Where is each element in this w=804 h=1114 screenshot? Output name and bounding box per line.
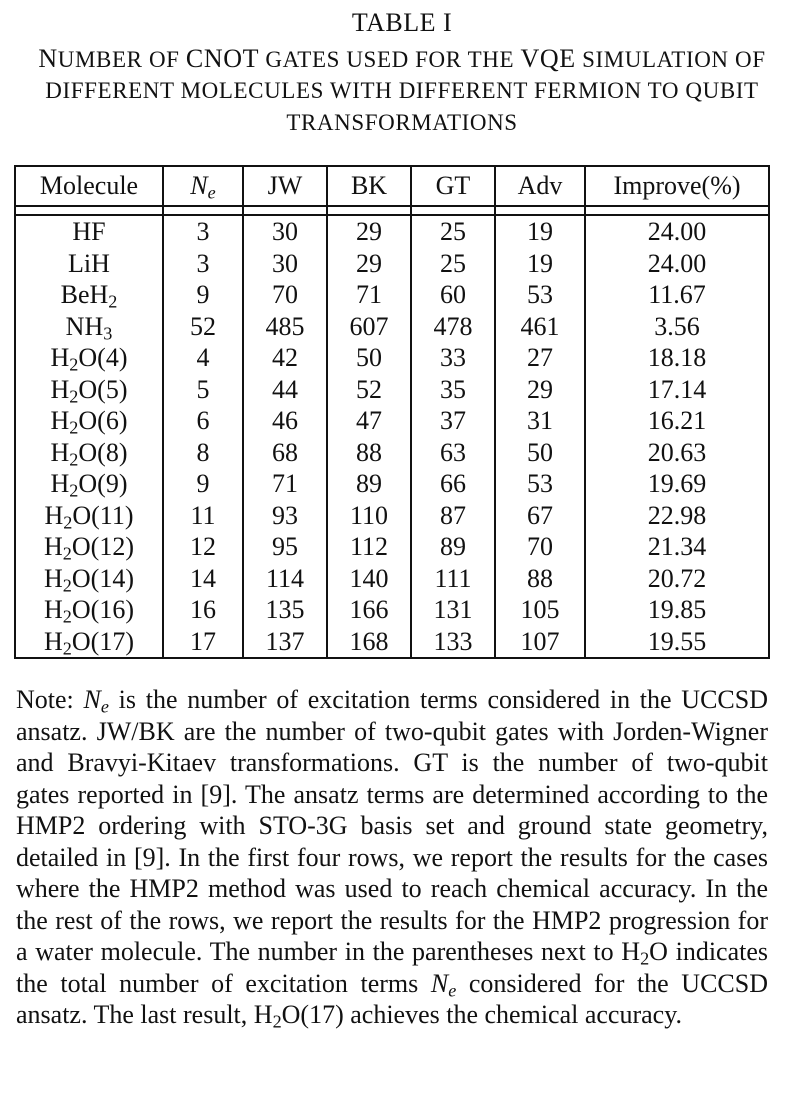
cell-adv: 19	[495, 248, 585, 280]
cell-imp: 11.67	[585, 279, 769, 311]
cell-jw: 93	[243, 500, 327, 532]
cell-jw: 46	[243, 405, 327, 437]
header-row	[15, 166, 769, 206]
cell-adv: 461	[495, 311, 585, 343]
cell-jw: 71	[243, 468, 327, 500]
cell-imp: 21.34	[585, 531, 769, 563]
title-part: CNOT	[185, 44, 260, 73]
table-row	[15, 437, 769, 469]
table-row	[15, 311, 769, 343]
cell-adv: 29	[495, 374, 585, 406]
cell-molecule: BeH$_2$	[15, 279, 163, 311]
cell-bk: 607	[327, 311, 411, 343]
cell-imp: 24.00	[585, 248, 769, 280]
table-label: TABLE I	[351, 8, 453, 37]
cell-molecule: $NH_3$	[15, 311, 163, 343]
cell-molecule: $H_2O(5)$	[15, 374, 163, 406]
cell-imp: 3.56	[585, 311, 769, 343]
header-bk: BK	[327, 166, 411, 206]
title-part: VQE	[520, 44, 576, 73]
cell-ne: 9	[163, 468, 243, 500]
cell-molecule: LiH	[15, 248, 163, 280]
cell-adv: 88	[495, 563, 585, 595]
cell-adv: 53	[495, 468, 585, 500]
cell-imp: 16.21	[585, 405, 769, 437]
cell-bk: 89	[327, 468, 411, 500]
cell-imp: 19.85	[585, 594, 769, 626]
cell-adv: 31	[495, 405, 585, 437]
cell-jw: 30	[243, 248, 327, 280]
cell-imp: 22.98	[585, 500, 769, 532]
table-row	[15, 215, 769, 248]
cell-ne: 52	[163, 311, 243, 343]
table-row	[15, 279, 769, 311]
cell-ne: 4	[163, 342, 243, 374]
cell-molecule: $H_2O(12)$	[15, 531, 163, 563]
cell-gt: 87	[411, 500, 495, 532]
header-improve: Improve(%)	[585, 166, 769, 206]
cell-ne: 17	[163, 626, 243, 659]
cell-jw: 44	[243, 374, 327, 406]
table-row	[15, 626, 769, 659]
cnot-gates-table	[14, 165, 770, 659]
cell-bk: 29	[327, 248, 411, 280]
table-row	[15, 468, 769, 500]
cell-ne: 11	[163, 500, 243, 532]
cell-adv: 107	[495, 626, 585, 659]
cell-gt: 63	[411, 437, 495, 469]
table-row	[15, 374, 769, 406]
cell-bk: 88	[327, 437, 411, 469]
table-row	[15, 405, 769, 437]
cell-jw: 135	[243, 594, 327, 626]
cell-bk: 140	[327, 563, 411, 595]
header-ne: $N_e$	[163, 166, 243, 206]
header-gt: GT	[411, 166, 495, 206]
cell-ne: 9	[163, 279, 243, 311]
table-note: Note: $N_e$ is the number of excitation terms considered in the UCCSD ansatz. JW/BK are the number of two-qubit gates with Jorden-Wigner and Bravyi-Kitaev transformations. GT is the number of two-qubit gates reported in [9]. The ansatz terms are determined according to the HMP2 ordering with STO-3G basis set and ground state geometry, detailed in [9]. In the first four rows, we report the results for the cases where the HMP2 method was used to reach chemical accuracy. In the the rest of the rows, we report the results for the HMP2 progression for a water molecule. The number in the parentheses next to $H_2O$ indicates the total number of excitation terms $N_e$ considered for the UCCSD ansatz. The last result, $H_2O(17)$ achieves the chemical accuracy.	[16, 685, 768, 1032]
cell-adv: 67	[495, 500, 585, 532]
cell-jw: 30	[243, 215, 327, 248]
cell-gt: 133	[411, 626, 495, 659]
cell-gt: 66	[411, 468, 495, 500]
cell-gt: 60	[411, 279, 495, 311]
cell-bk: 168	[327, 626, 411, 659]
cell-adv: 105	[495, 594, 585, 626]
cell-imp: 20.63	[585, 437, 769, 469]
cell-ne: 14	[163, 563, 243, 595]
title-part: UMBER OF	[57, 47, 186, 72]
cell-imp: 19.55	[585, 626, 769, 659]
title-part: GATES USED FOR THE	[259, 47, 521, 72]
cell-ne: 6	[163, 405, 243, 437]
cell-bk: 50	[327, 342, 411, 374]
cell-jw: 68	[243, 437, 327, 469]
cell-adv: 53	[495, 279, 585, 311]
cell-jw: 42	[243, 342, 327, 374]
cell-ne: 5	[163, 374, 243, 406]
cell-adv: 50	[495, 437, 585, 469]
cell-gt: 89	[411, 531, 495, 563]
cell-imp: 18.18	[585, 342, 769, 374]
cell-molecule: $H_2O(17)$	[15, 626, 163, 659]
cell-bk: 166	[327, 594, 411, 626]
cell-gt: 37	[411, 405, 495, 437]
table-row	[15, 531, 769, 563]
cell-imp: 17.14	[585, 374, 769, 406]
cell-gt: 131	[411, 594, 495, 626]
cell-bk: 112	[327, 531, 411, 563]
table-row	[15, 342, 769, 374]
cell-imp: 19.69	[585, 468, 769, 500]
cell-gt: 35	[411, 374, 495, 406]
cell-bk: 47	[327, 405, 411, 437]
table-row	[15, 500, 769, 532]
cell-jw: 137	[243, 626, 327, 659]
cell-imp: 20.72	[585, 563, 769, 595]
cell-ne: 3	[163, 248, 243, 280]
table-row	[15, 563, 769, 595]
header-adv: Adv	[495, 166, 585, 206]
cell-molecule: $H_2O(11)$	[15, 500, 163, 532]
cell-ne: 16	[163, 594, 243, 626]
cell-gt: 25	[411, 248, 495, 280]
cell-molecule: HF	[15, 215, 163, 248]
cell-ne: 8	[163, 437, 243, 469]
cell-bk: 71	[327, 279, 411, 311]
cell-gt: 478	[411, 311, 495, 343]
cell-jw: 95	[243, 531, 327, 563]
cell-adv: 19	[495, 215, 585, 248]
table-title-line-1	[0, 44, 804, 74]
cell-jw: 70	[243, 279, 327, 311]
cell-ne: 3	[163, 215, 243, 248]
cell-bk: 110	[327, 500, 411, 532]
cell-ne: 12	[163, 531, 243, 563]
cell-jw: 485	[243, 311, 327, 343]
cell-molecule: $H_2O(4)$	[15, 342, 163, 374]
cell-gt: 25	[411, 215, 495, 248]
cell-molecule: $H_2O(16)$	[15, 594, 163, 626]
header-jw: JW	[243, 166, 327, 206]
cell-imp: 24.00	[585, 215, 769, 248]
cell-molecule: $H_2O(6)$	[15, 405, 163, 437]
cell-adv: 70	[495, 531, 585, 563]
table-title-line-3: TRANSFORMATIONS	[286, 110, 518, 135]
cell-molecule: $H_2O(8)$	[15, 437, 163, 469]
cell-bk: 29	[327, 215, 411, 248]
header-molecule: Molecule	[15, 166, 163, 206]
cell-molecule: $H_2O(9)$	[15, 468, 163, 500]
title-part: SIMULATION OF	[575, 47, 766, 72]
table-row	[15, 594, 769, 626]
cell-gt: 111	[411, 563, 495, 595]
title-part: N	[38, 44, 58, 73]
cell-bk: 52	[327, 374, 411, 406]
table-title-line-2: DIFFERENT MOLECULES WITH DIFFERENT FERMION TO QUBIT	[45, 78, 759, 103]
table-row	[15, 248, 769, 280]
cell-adv: 27	[495, 342, 585, 374]
cell-molecule: $H_2O(14)$	[15, 563, 163, 595]
cell-jw: 114	[243, 563, 327, 595]
cell-gt: 33	[411, 342, 495, 374]
